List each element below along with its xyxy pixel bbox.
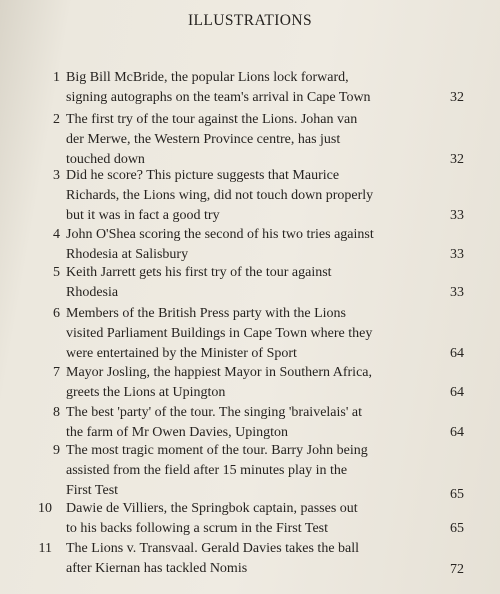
caption-line: Richards, the Lions wing, did not touch down properly [66,188,374,203]
caption-line: John O'Shea scoring the second of his two tries against [66,227,374,242]
entry-caption [66,499,428,539]
page-title: ILLUSTRATIONS [187,12,313,29]
caption-line: The best 'party' of the tour. The singing 'braivelais' at [66,405,362,420]
entry-page-number: 64 [450,385,464,400]
caption-line: Rhodesia at Salisbury [66,247,189,262]
caption-line: the farm of Mr Owen Davies, Upington [66,425,289,440]
caption-line: Big Bill McBride, the popular Lions lock forward, [66,70,349,85]
entry-number: 1 [53,70,60,85]
caption-line: der Merwe, the Western Province centre, has just [66,132,341,147]
caption-line: First Test [66,483,119,498]
entry-caption [66,441,428,501]
entry-number: 4 [53,227,60,242]
entry-caption [66,403,428,443]
caption-line: Rhodesia [66,285,119,300]
entry-caption [66,225,428,265]
entry-page-number: 33 [450,208,464,223]
caption-line: to his backs following a scrum in the First Test [66,521,329,536]
caption-line: Mayor Josling, the happiest Mayor in Southern Africa, [66,365,373,380]
entry-number: 9 [53,443,60,458]
entry-page-number: 32 [450,152,464,167]
caption-line: visited Parliament Buildings in Cape Town where they [66,326,373,341]
caption-line: greets the Lions at Upington [66,385,226,400]
caption-line: Dawie de Villiers, the Springbok captain, passes out [66,501,358,516]
entry-caption [66,68,428,108]
entry-page-number: 32 [450,90,464,105]
caption-line: The most tragic moment of the tour. Barry John being [66,443,368,458]
entry-number: 7 [53,365,60,380]
caption-line: signing autographs on the team's arrival in Cape Town [66,90,371,105]
entry-caption [66,263,428,303]
entry-page-number: 72 [450,562,464,577]
entry-page-number: 65 [450,521,464,536]
entry-caption [66,166,428,226]
entry-number: 3 [53,168,60,183]
entry-page-number: 33 [450,285,464,300]
caption-line: The Lions v. Transvaal. Gerald Davies takes the ball [66,541,360,556]
entry-number: 8 [53,405,60,420]
entry-number: 6 [53,306,60,321]
caption-line: Keith Jarrett gets his first try of the tour against [66,265,332,280]
entry-caption [66,363,428,403]
caption-line: assisted from the field after 15 minutes play in the [66,463,348,478]
entry-caption [66,539,428,579]
entry-page-number: 64 [450,346,464,361]
entry-number: 5 [53,265,60,280]
entry-number: 2 [53,112,60,127]
entry-number: 11 [38,541,52,556]
entry-caption [66,304,428,364]
caption-line: after Kiernan has tackled Nomis [66,561,248,576]
caption-line: touched down [66,152,145,167]
entry-page-number: 33 [450,247,464,262]
caption-line: The first try of the tour against the Lions. Johan van [66,112,358,127]
entry-page-number: 64 [450,425,464,440]
entry-page-number: 65 [450,487,464,502]
entry-number: 10 [38,501,52,516]
caption-line: but it was in fact a good try [66,208,220,223]
caption-line: Did he score? This picture suggests that Maurice [66,168,340,183]
entry-caption [66,110,428,170]
caption-line: were entertained by the Minister of Sport [66,346,297,361]
caption-line: Members of the British Press party with the Lions [66,306,346,321]
